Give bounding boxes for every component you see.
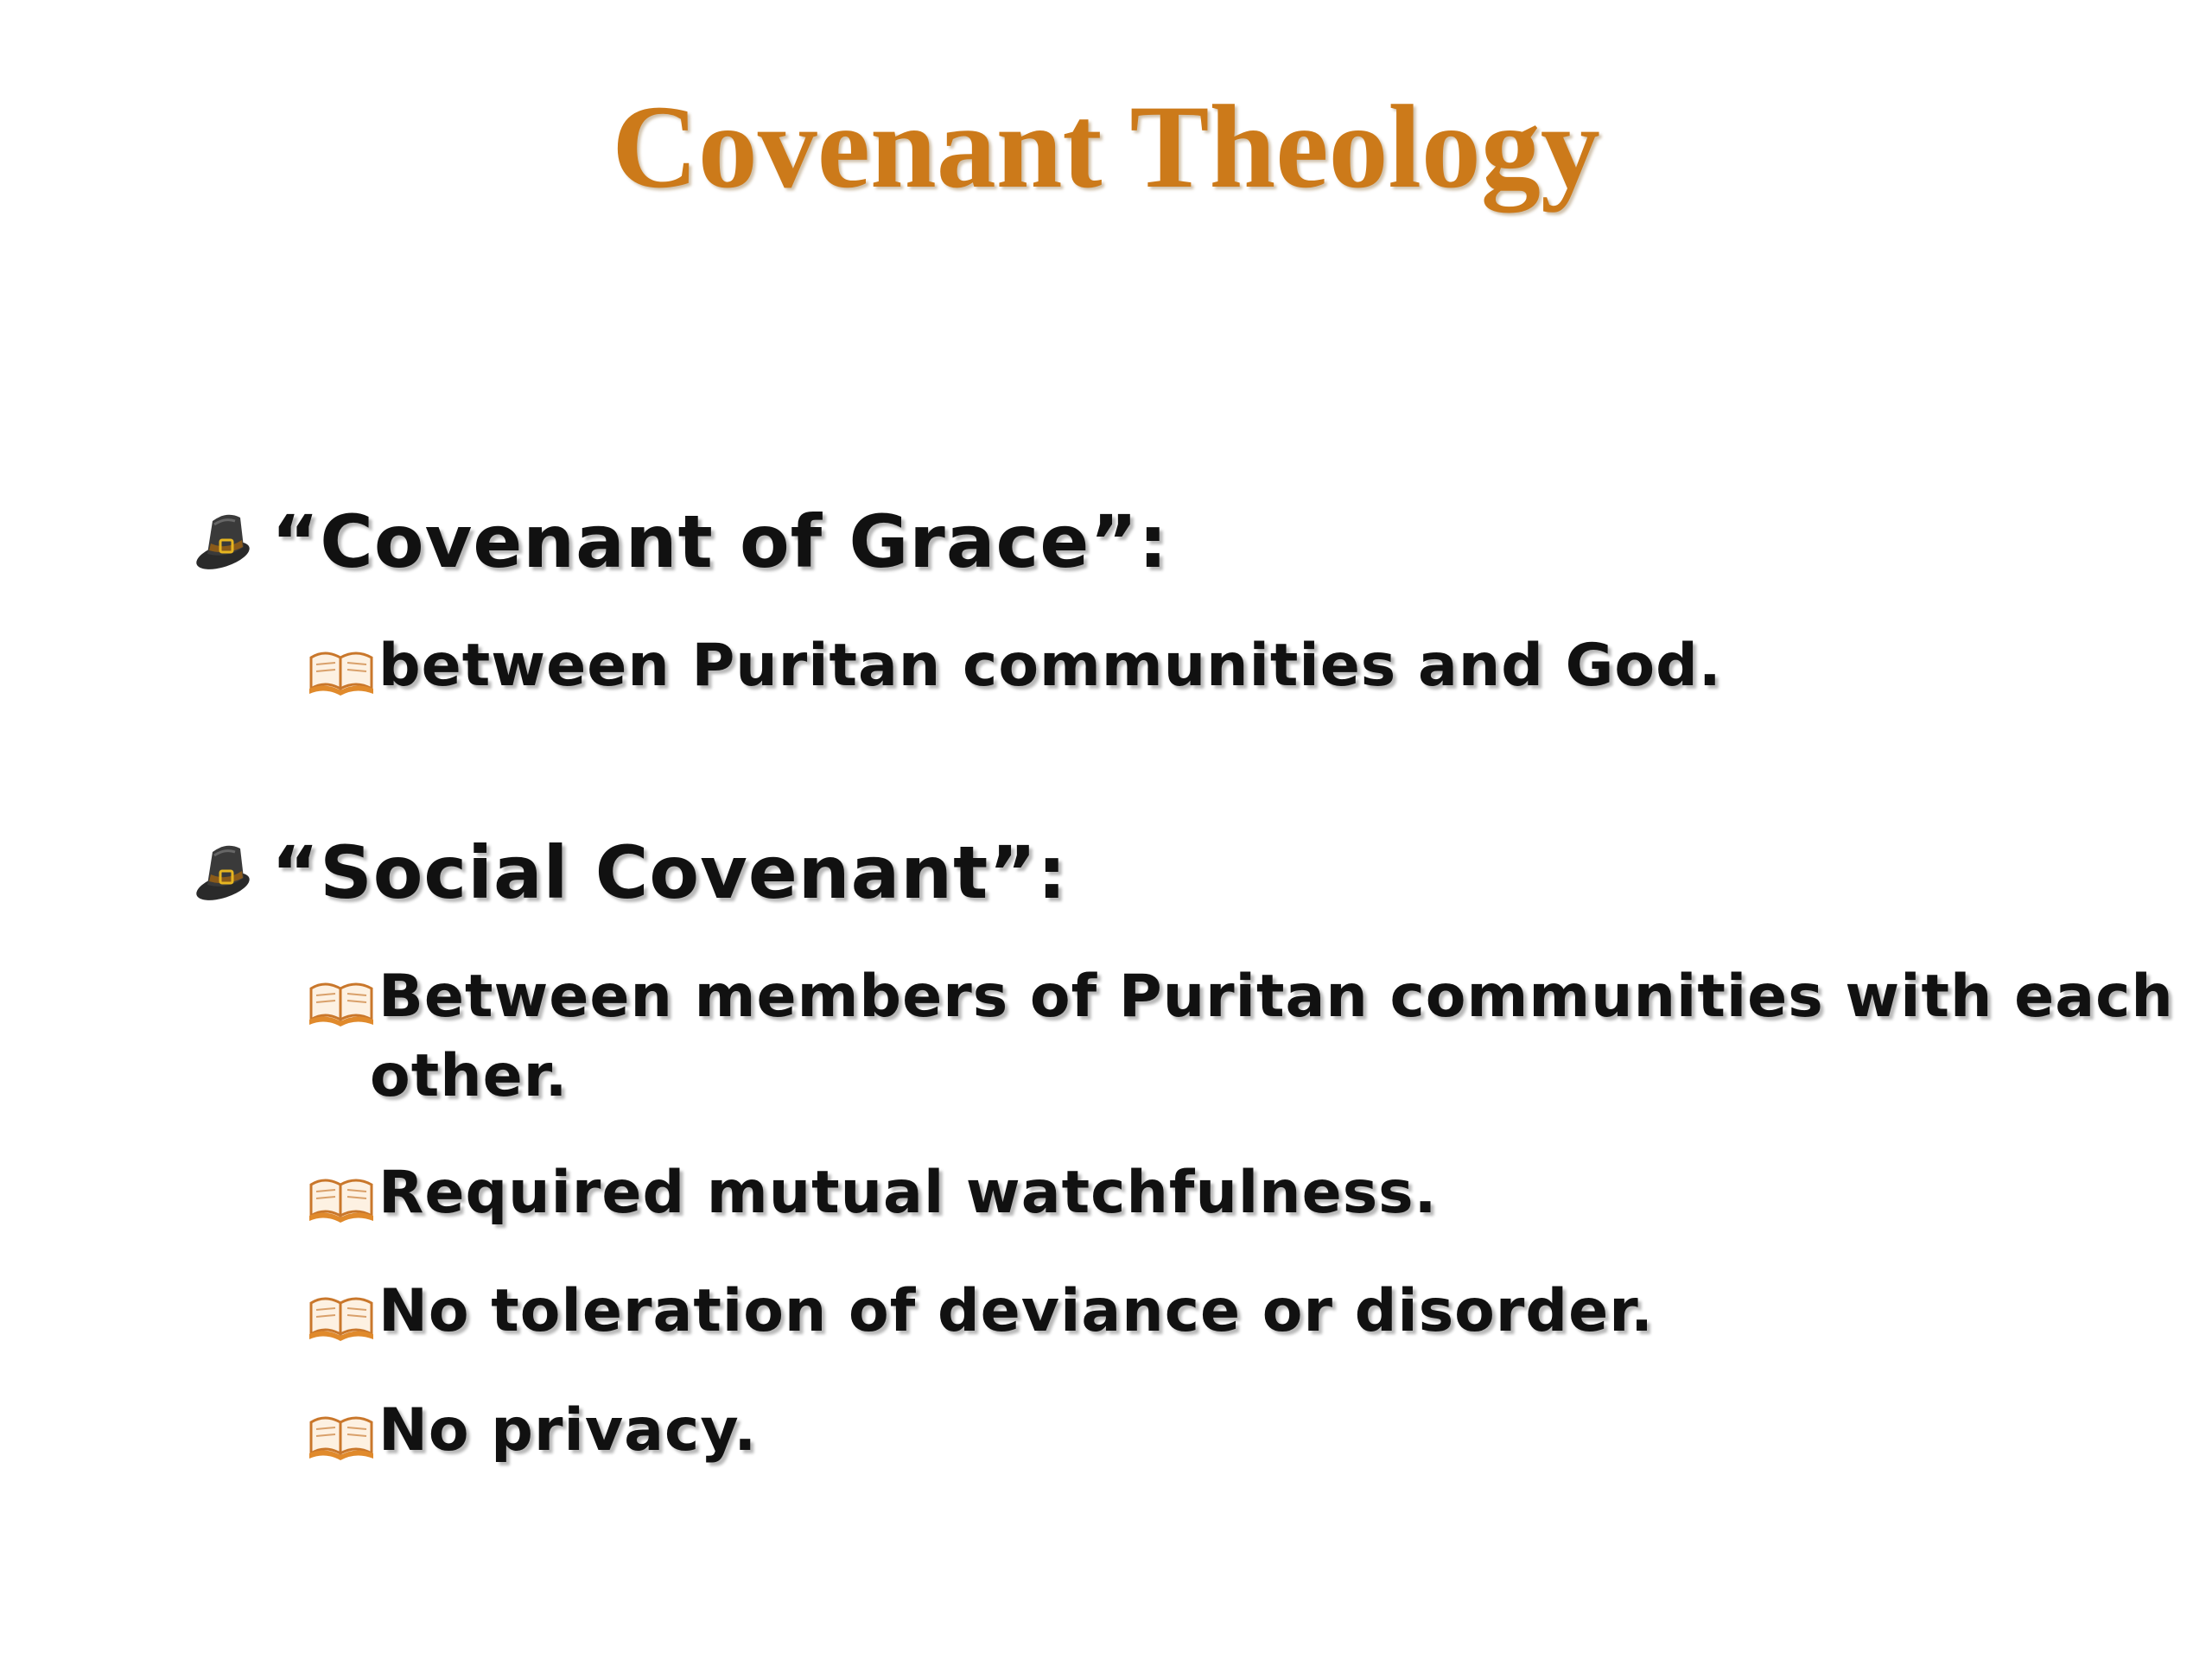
list-item-text — [378, 957, 2174, 1037]
list-item-text: between Puritan communities and God. — [378, 632, 1722, 700]
section-heading: “Covenant of Grace”: — [271, 499, 1169, 584]
slide-title: Covenant Theology — [612, 80, 1600, 213]
pilgrim-hat-icon — [192, 505, 259, 575]
open-book-icon — [308, 1291, 375, 1341]
section-heading: “Social Covenant”: — [271, 830, 1068, 915]
pilgrim-hat-icon — [192, 836, 259, 906]
open-book-icon — [308, 1173, 375, 1223]
list-item-text: Required mutual watchfulness. — [378, 1159, 1438, 1227]
open-book-icon — [308, 645, 375, 696]
list-item-text: No toleration of deviance or disorder. — [378, 1277, 1654, 1345]
open-book-icon — [308, 976, 375, 1027]
list-item-text: No privacy. — [378, 1396, 758, 1465]
list-item-text-line1: Between members of Puritan communities with each — [378, 963, 2174, 1031]
open-book-icon — [308, 1410, 375, 1460]
list-item-text-line2: other. — [370, 1042, 569, 1110]
